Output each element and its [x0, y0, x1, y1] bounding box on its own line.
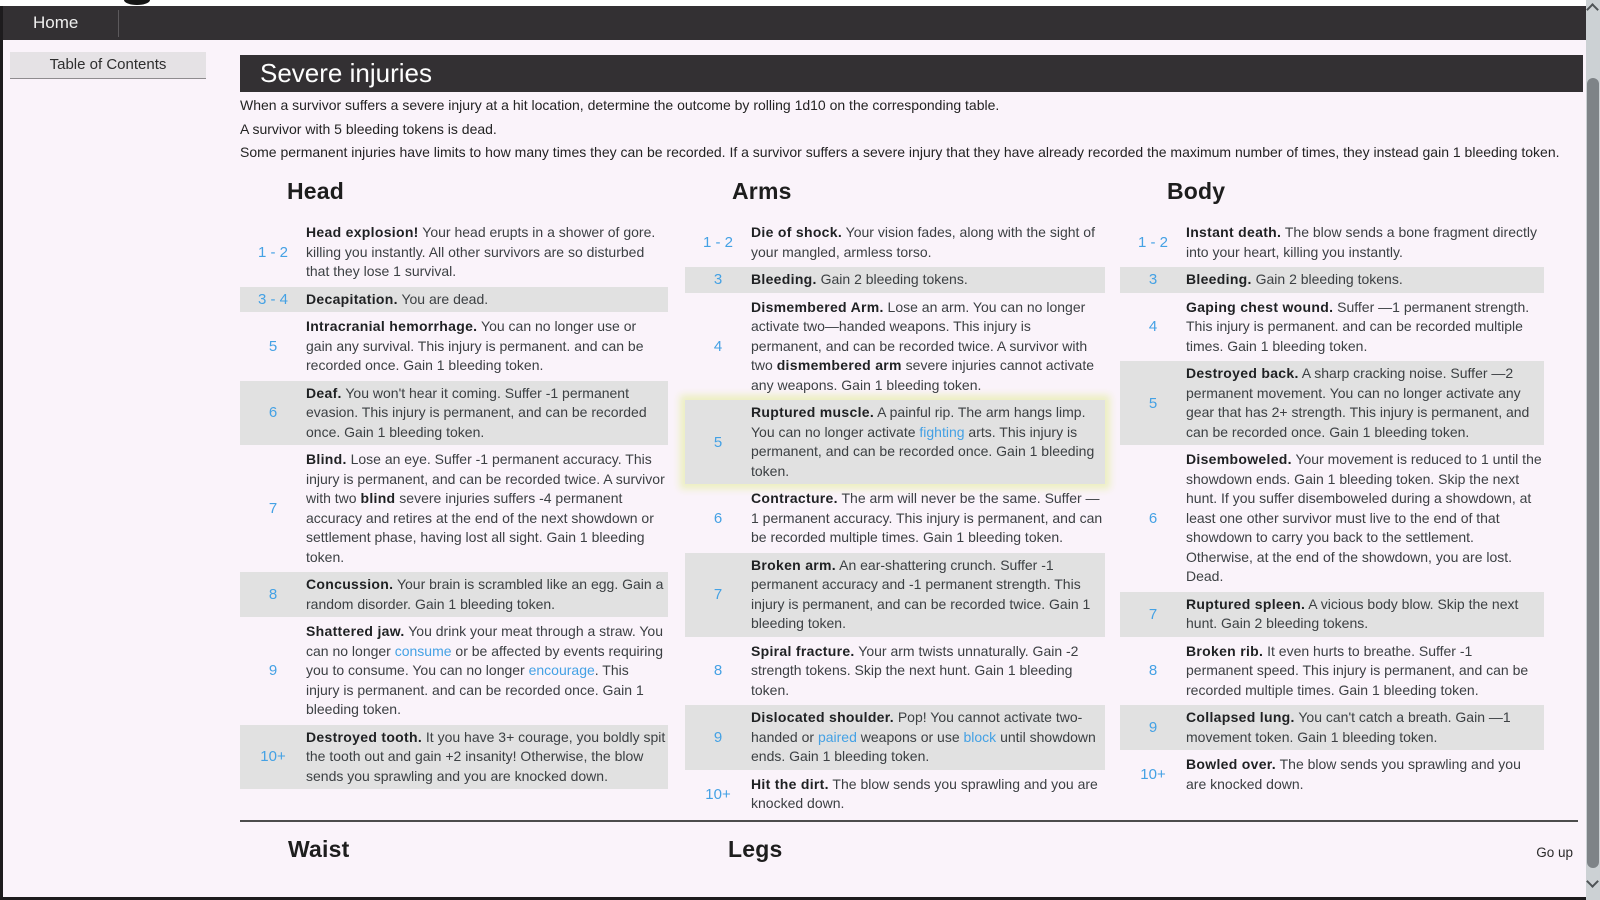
- injury-row: [1120, 752, 1544, 797]
- injury-text: It you have 3+ courage, you boldly spit the tooth out and gain +2 insanity! Otherwise, the blow sends you sprawling and you are knocked down.: [306, 728, 666, 784]
- injury-description: [751, 270, 1105, 290]
- injury-table-body: [1120, 178, 1544, 799]
- injury-name: Blind.: [306, 451, 347, 467]
- injury-text: Your arm twists unnaturally. Gain -2 strength tokens. Skip the next hunt. Gain 1 bleeding token.: [751, 642, 1079, 698]
- injury-text: A vicious body blow. Skip the next hunt. Gain 2 bleeding tokens.: [1186, 595, 1519, 631]
- roll-range: 9: [268, 662, 278, 680]
- injury-text: Your vision fades, along with the sight of your mangled, armless torso.: [751, 224, 1095, 260]
- roll-range: 5: [1148, 394, 1158, 412]
- injury-text: A painful rip. The arm hangs limp. You can no longer activate: [751, 404, 1086, 440]
- injury-text: The blow sends you sprawling and you are knocked down.: [751, 775, 1098, 811]
- section-heading-legs: Legs: [728, 836, 783, 862]
- injury-text: You can't catch a breath. Gain —1 movement token. Gain 1 bleeding token.: [1186, 709, 1511, 745]
- roll-range: 10+: [705, 785, 731, 803]
- injury-description: [306, 450, 668, 567]
- injury-text: You can no longer use or gain any survival. This injury is permanent. and can be recorded once. Gain 1 bleeding token.: [306, 318, 644, 373]
- roll-range: 9: [713, 728, 723, 746]
- injury-name: Contracture.: [751, 490, 838, 506]
- injury-description: [1186, 270, 1544, 290]
- injury-row: [1120, 361, 1544, 445]
- injury-text: Your head erupts in a shower of gore. killing you instantly. All other survivors are so disturbed that they lose 1 survival.: [306, 224, 656, 279]
- injury-row: [685, 553, 1105, 637]
- injury-description: [1186, 223, 1544, 262]
- intro-paragraph: Some permanent injuries have limits to how many times they can be recorded. If a survivor suffers a severe injury that they have already recorded the maximum number of times, they instead gain 1 bleeding token.: [240, 144, 1560, 160]
- scrollbar-thumb[interactable]: [1587, 78, 1599, 868]
- injury-text: Gain 2 bleeding tokens.: [1251, 271, 1403, 287]
- injury-row: [685, 267, 1105, 293]
- injury-row: [240, 287, 668, 313]
- top-nav: [0, 6, 1586, 40]
- injury-text: You won't hear it coming. Suffer -1 permanent evasion. This injury is permanent, and can be recorded once. Gain 1 bleeding token.: [306, 384, 647, 440]
- section-heading-waist: Waist: [288, 836, 350, 862]
- injury-row: [1120, 705, 1544, 750]
- roll-range: 1 - 2: [257, 243, 288, 261]
- injury-name: Collapsed lung.: [1186, 709, 1295, 725]
- scrollbar[interactable]: [1586, 0, 1600, 900]
- injury-name: Deaf.: [306, 384, 342, 401]
- table-of-contents-button[interactable]: Table of Contents: [10, 52, 206, 79]
- injury-text: Your brain is scrambled like an egg. Gain a random disorder. Gain 1 bleeding token.: [306, 576, 664, 612]
- roll-range: 6: [268, 404, 278, 422]
- section-heading: Arms: [732, 178, 792, 204]
- injury-name: Dislocated shoulder.: [751, 709, 894, 725]
- injury-row: [685, 705, 1105, 770]
- injury-text: You drink your meat through a straw. You can no longer: [306, 623, 664, 659]
- injury-row: [685, 400, 1105, 484]
- injury-text: The arm will never be the same. Suffer —1 permanent accuracy. This injury is permanent, and can be recorded multiple times. Gain 1 bleeding token.: [751, 490, 1103, 545]
- intro-paragraph: A survivor with 5 bleeding tokens is dead.: [240, 120, 497, 137]
- injury-description: [751, 556, 1105, 634]
- injury-name: Concussion.: [306, 576, 394, 592]
- roll-range: 4: [1148, 318, 1158, 336]
- roll-range: 7: [713, 586, 723, 603]
- injury-name: Bowled over.: [1186, 756, 1276, 772]
- roll-range: 3 - 4: [257, 290, 288, 308]
- roll-range: 8: [1148, 662, 1158, 680]
- roll-range: 7: [1148, 605, 1158, 623]
- injury-row: [1120, 639, 1544, 704]
- roll-range: 7: [268, 500, 278, 517]
- injury-name: Broken rib.: [1186, 642, 1264, 659]
- injury-description: [751, 775, 1105, 814]
- injury-text: The blow sends you sprawling and you are knocked down.: [1186, 756, 1521, 792]
- injury-text: The blow sends a bone fragment directly into your heart, killing you instantly.: [1186, 224, 1537, 260]
- inline-link[interactable]: fighting: [919, 423, 965, 440]
- go-up-link[interactable]: Go up: [1536, 845, 1573, 860]
- injury-name: Ruptured spleen.: [1186, 595, 1306, 612]
- injury-name: Intracranial hemorrhage.: [306, 318, 478, 334]
- roll-range: 4: [713, 337, 723, 355]
- injury-text: An ear-shattering crunch. Suffer -1 permanent accuracy and -1 permanent strength. This injury is permanent, and can be recorded twice. Gain 1 bleeding token.: [751, 556, 1091, 631]
- injury-row: [685, 220, 1105, 265]
- injury-row: [1120, 267, 1544, 293]
- injury-text: until showdown ends. Gain 1 bleeding token.: [751, 728, 1096, 764]
- injury-name: Instant death.: [1186, 224, 1282, 240]
- injury-name: Bleeding.: [751, 271, 817, 287]
- roll-range: 10+: [1140, 766, 1166, 783]
- injury-description: [1186, 364, 1544, 442]
- roll-range: 9: [1148, 719, 1158, 736]
- injury-text: You are dead.: [397, 290, 489, 307]
- nav-home[interactable]: Home: [33, 13, 79, 32]
- injury-description: [1186, 755, 1544, 794]
- injury-name: dismembered arm: [776, 357, 902, 373]
- injury-name: Broken arm.: [751, 556, 836, 573]
- roll-range: 8: [713, 662, 723, 680]
- injury-row: [240, 572, 668, 617]
- inline-link[interactable]: block: [963, 728, 997, 745]
- injury-description: [306, 575, 668, 614]
- injury-name: Destroyed tooth.: [306, 728, 423, 745]
- injury-description: [751, 708, 1105, 767]
- injury-name: Shattered jaw.: [306, 623, 405, 639]
- injury-table-arms: [685, 178, 1105, 819]
- section-heading: Body: [1167, 178, 1226, 204]
- injury-description: [306, 317, 668, 376]
- injury-row: [240, 725, 668, 790]
- injury-row: [685, 639, 1105, 704]
- injury-description: [306, 384, 668, 443]
- roll-range: 5: [268, 337, 278, 355]
- injury-text: Your movement is reduced to 1 until the showdown ends. Gain 1 bleeding token. Skip the next hunt. If you suffer disemboweled during a showdown, at least one other survivor must live to the end of that showdown to carry you back to the settlement. Otherwise, at the end of the showdown, you are lost. Dead.: [1186, 451, 1542, 584]
- window-border-left: [0, 6, 3, 900]
- injury-name: Destroyed back.: [1186, 365, 1299, 381]
- injury-text: . This injury is permanent. and can be recorded once. Gain 1 bleeding token.: [306, 662, 644, 717]
- roll-range: 8: [268, 586, 278, 603]
- scrollbar-up-arrow[interactable]: [1586, 3, 1599, 16]
- injury-row: [240, 619, 668, 723]
- injury-row: [685, 772, 1105, 817]
- injury-name: Spiral fracture.: [751, 642, 855, 659]
- injury-description: [306, 622, 668, 720]
- injury-description: [751, 642, 1105, 701]
- injury-name: Gaping chest wound.: [1186, 298, 1334, 315]
- injury-description: [1186, 642, 1544, 701]
- injury-name: blind: [360, 490, 396, 506]
- injury-name: Head explosion!: [306, 224, 419, 240]
- injury-text: Gain 2 bleeding tokens.: [816, 271, 968, 287]
- roll-range: 10+: [260, 748, 286, 766]
- injury-description: [751, 403, 1105, 481]
- injury-name: Dismembered Arm.: [751, 298, 884, 315]
- injury-description: [306, 728, 668, 787]
- injury-description: [751, 298, 1105, 396]
- injury-row: [1120, 592, 1544, 637]
- roll-range: 6: [713, 509, 723, 527]
- injury-name: Ruptured muscle.: [751, 404, 875, 420]
- roll-range: 1 - 2: [1137, 234, 1168, 251]
- injury-text: It even hurts to breathe. Suffer -1 permanent speed. This injury is permanent, and can be recorded multiple times. Gain 1 bleeding token.: [1186, 642, 1529, 698]
- injury-name: Bleeding.: [1186, 271, 1252, 287]
- inline-link[interactable]: encourage: [528, 662, 595, 678]
- injury-row: [1120, 295, 1544, 360]
- injury-name: Hit the dirt.: [751, 775, 829, 792]
- injury-name: Die of shock.: [751, 224, 843, 240]
- inline-link[interactable]: consume: [394, 642, 452, 659]
- roll-range: 5: [713, 433, 723, 451]
- section-heading: Head: [287, 178, 345, 204]
- injury-description: [1186, 708, 1544, 747]
- injury-description: [751, 489, 1105, 548]
- injury-text: severe injuries suffers -4 permanent accuracy and retires at the end of the next showdown or settlement phase, having lost all sight. Gain 1 bleeding token.: [306, 490, 654, 565]
- injury-description: [306, 290, 668, 310]
- injury-row: [685, 486, 1105, 551]
- injury-text: Suffer —1 permanent strength. This injury is permanent. and can be recorded multiple times. Gain 1 bleeding token.: [1186, 298, 1530, 354]
- injury-text: Pop! You cannot activate two-handed or: [751, 709, 1083, 745]
- injury-description: [1186, 450, 1544, 587]
- inline-link[interactable]: paired: [817, 728, 857, 745]
- injury-name: Disemboweled.: [1186, 451, 1292, 467]
- roll-range: 6: [1148, 509, 1158, 527]
- injury-row: [685, 295, 1105, 399]
- injury-text: severe injuries cannot activate any weapons. Gain 1 bleeding token.: [751, 357, 1095, 393]
- injury-description: [1186, 595, 1544, 634]
- injury-description: [751, 223, 1105, 262]
- roll-range: 1 - 2: [702, 234, 733, 251]
- injury-name: Decapitation.: [306, 290, 398, 307]
- injury-text: or be affected by events requiring you to consume. You can no longer: [306, 642, 663, 678]
- injury-row: [240, 314, 668, 379]
- injury-text: Lose an arm. You can no longer activate two—handed weapons. This injury is permanent, and can be recorded twice. A survivor with two: [751, 298, 1088, 373]
- injury-description: [306, 223, 668, 282]
- intro-paragraph: When a survivor suffers a severe injury at a hit location, determine the outcome by rolling 1d10 on the corresponding table.: [240, 97, 1000, 113]
- section-divider: [240, 820, 1578, 822]
- injury-text: arts. This injury is permanent, and can be recorded once. Gain 1 bleeding token.: [751, 423, 1095, 479]
- injury-row: [240, 381, 668, 446]
- intro-section: [240, 98, 1576, 169]
- scrollbar-down-arrow[interactable]: [1586, 875, 1599, 888]
- injury-description: [1186, 298, 1544, 357]
- page-title: Severe injuries: [240, 55, 1583, 92]
- roll-range: 3: [1148, 271, 1158, 289]
- injury-text: A sharp cracking noise. Suffer —2 permanent movement. You can no longer activate any gear that has 2+ strength. This injury is permanent, and can be recorded once. Gain 1 bleeding token.: [1186, 365, 1530, 440]
- nav-separator: [118, 10, 119, 37]
- injury-text: Lose an eye. Suffer -1 permanent accuracy. This injury is permanent, and can be recorded twice. A survivor with two: [306, 451, 665, 506]
- injury-row: [240, 220, 668, 285]
- injury-table-head: [240, 178, 668, 791]
- injury-row: [1120, 220, 1544, 265]
- injury-row: [240, 447, 668, 570]
- injury-text: weapons or use: [856, 728, 964, 745]
- injury-row: [1120, 447, 1544, 590]
- roll-range: 3: [713, 271, 723, 289]
